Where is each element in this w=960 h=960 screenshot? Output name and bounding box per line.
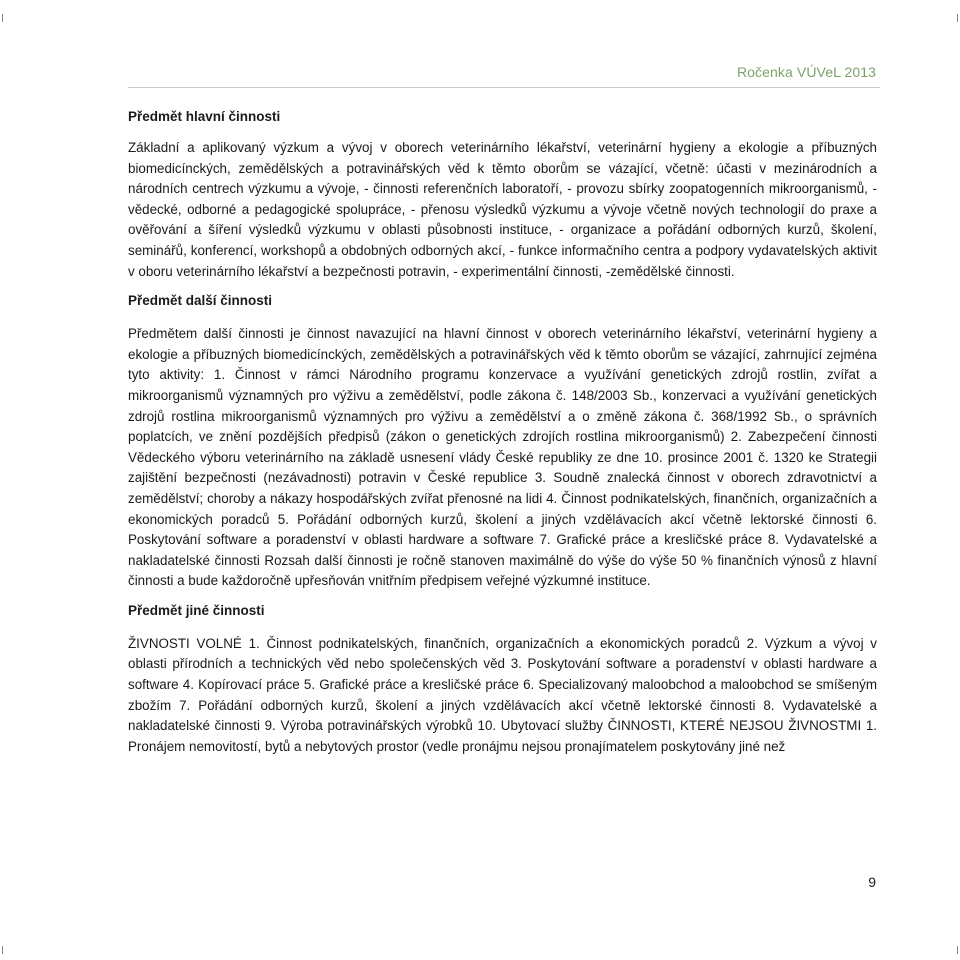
- crop-mark-top-left: [2, 14, 11, 22]
- section-heading: Předmět jiné činnosti: [128, 602, 265, 618]
- page-number: 9: [868, 874, 876, 890]
- page-body: [128, 106, 877, 757]
- crop-mark-bottom-left: [2, 946, 11, 954]
- header-rule: [128, 87, 880, 88]
- section-heading: Předmět hlavní činnosti: [128, 109, 281, 124]
- section-main-activity: [128, 106, 877, 282]
- section-paragraph: Předmětem další činnosti je činnost navazující na hlavní činnost v oborech veterinárního lékařství, veterinární hygieny a ekologie a příbuzných biomedicínckých, zemědělských a potravinářských věd k těmto oborům se vázající, zahrnující zejména tyto aktivity: 1. Činnost v rámci Národního programu konzervace a využívání genetických zdrojů rostlin, zvířat a mikroorganismů významných pro výživu a zemědělství, podle zákona č. 148/2003 Sb., konzervaci a využívání genetických zdrojů rostlina mikroorganismů významných pro výživu a zemědělství a o změně zákona č. 368/1992 Sb., o správních poplatcích, ve znění pozdějších předpisů (zákon o genetických zdrojích rostlina mikroorganismů) 2. Zabezpečení činnosti Vědeckého výboru veterinárního na základě usnesení vlády České republiky ze dne 10. prosince 2001 č. 1320 ke Strategii zajištění bezpečnosti (nezávadnosti) potravin v České republice 3. Soudně znalecká činnost v oborech zdravotnictví a zemědělství; choroby a nákazy hospodářských zvířat přenosné na lidi 4. Činnost podnikatelských, finančních, organizačních a ekonomických poradců 5. Pořádání odborných kurzů, školení a jiných vzdělávacích akcí včetně lektorské činnosti 6. Poskytování software a poradenství v oblasti hardware a software 7. Grafické práce a kresličské práce 8. Vydavatelské a nakladatelské činnosti Rozsah další činnosti je ročně stanoven maximálně do výše do výše 50 % finančních výnosů z hlavní činnosti a bude každoročně upřesňován vnitřním předpisem veřejné výzkumné instituce.: [128, 326, 877, 589]
- crop-mark-bottom-right: [949, 946, 958, 954]
- section-additional-activity: [128, 290, 877, 592]
- section-paragraph: Základní a aplikovaný výzkum a vývoj v oborech veterinárního lékařství, veterinární hygieny a ekologie a příbuzných biomedicínckých, zemědělských a potravinářských věd k těmto oborům se vázající, včetně: účasti v mezinárodních a národních centrech výzkumu a vývoje, - činnosti referenčních laboratoří, - provozu sbírky zoopatogenních mikroorganismů, - vědecké, odborné a pedagogické spolupráce, - přenosu výsledků výzkumu a vývoje včetně nových technologií do praxe a ověřování a šíření výsledků výzkumu v oblasti působnosti instituce, - organizace a pořádání odborných kurzů, školení, seminářů, konferencí, workshopů a obdobných odborných akcí, - funkce informačního centra a podpory vydavatelských aktivit v oboru veterinárního lékařství a bezpečnosti potravin, - experimentální činnosti, -zemědělské činnosti.: [128, 140, 877, 279]
- crop-mark-top-right: [949, 14, 958, 22]
- section-other-activity: [128, 600, 877, 758]
- running-header-title: Ročenka VÚVeL 2013: [736, 64, 876, 80]
- section-paragraph: ŽIVNOSTI VOLNÉ 1. Činnost podnikatelských, finančních, organizačních a ekonomických poradců 2. Výzkum a vývoj v oblasti přírodních a technických věd nebo společenských věd 3. Poskytování software a poradenství v oblasti hardware a software 4. Kopírovací práce 5. Grafické práce a kresličské práce 6. Specializovaný maloobchod a maloobchod se smíšeným zbožím 7. Pořádání odborných kurzů, školení a jiných vzdělávacích akcí včetně lektorské činnosti 8. Vydavatelské a nakladatelské činnosti 9. Výroba potravinářských výrobků 10. Ubytovací služby ČINNOSTI, KTERÉ NEJSOU ŽIVNOSTMI 1. Pronájem nemovitostí, bytů a nebytových prostor (vedle pronájmu nejsou pronajímatelem poskytovány jiné než: [128, 635, 877, 754]
- section-heading: Předmět další činnosti: [128, 293, 273, 309]
